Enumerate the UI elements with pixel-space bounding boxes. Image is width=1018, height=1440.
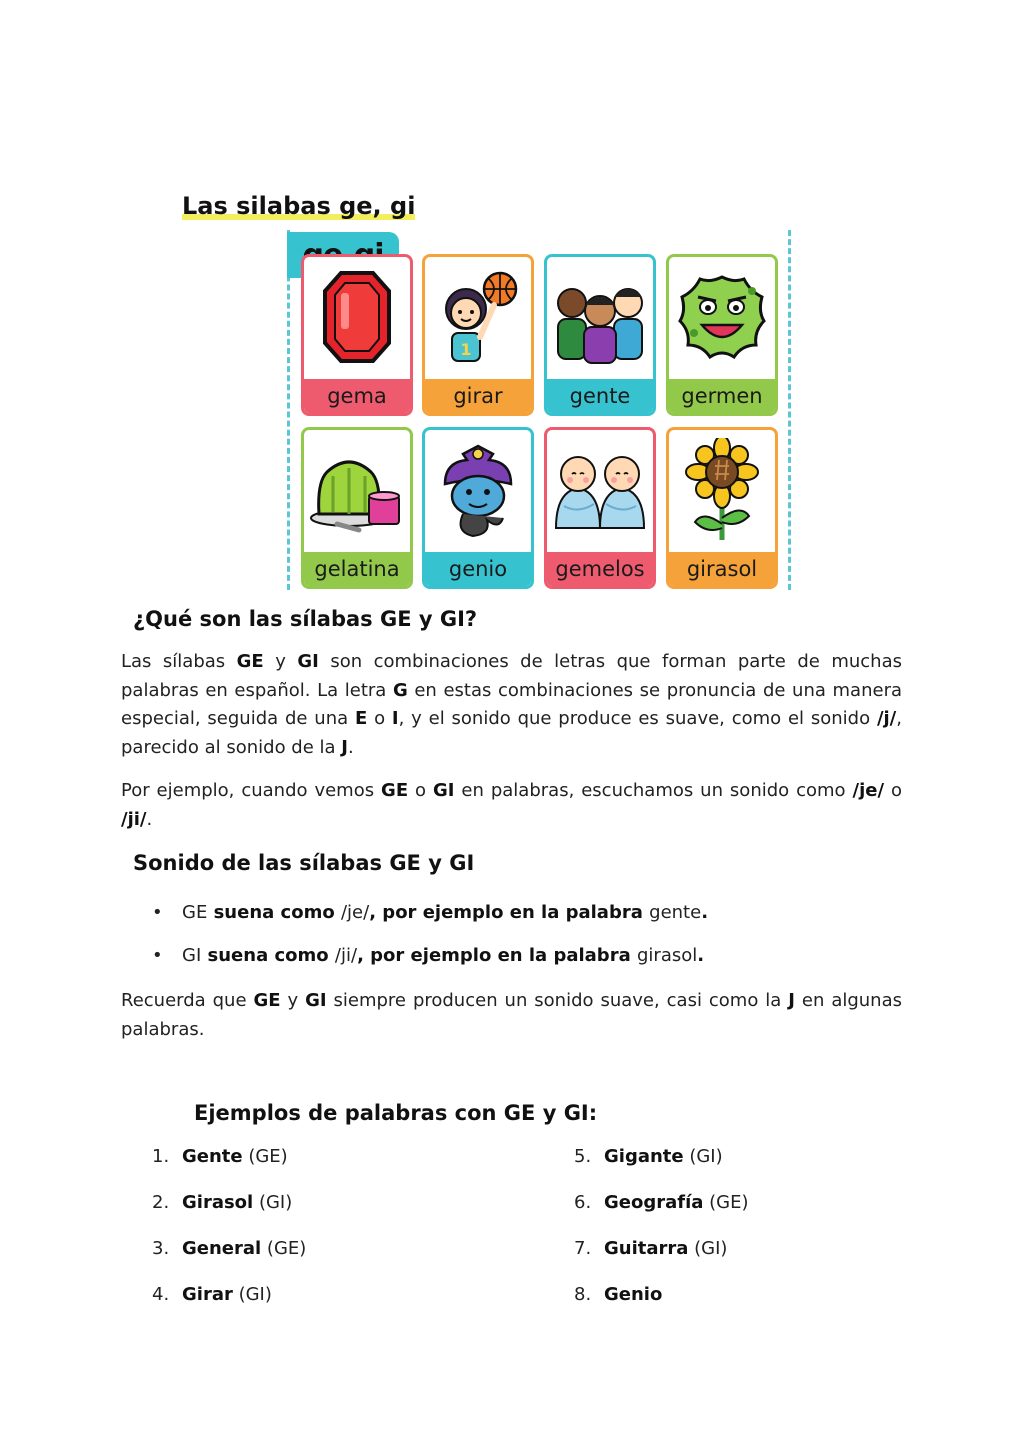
text-run: , y el sonido que produce es suave, como el sonido — [398, 708, 877, 729]
flashcard-panel — [287, 230, 791, 590]
paragraph-example — [121, 777, 902, 834]
item-number: 2. — [152, 1192, 170, 1213]
text-run: GI — [182, 945, 202, 966]
section-heading-que-son: ¿Qué son las sílabas GE y GI? — [133, 607, 478, 631]
item-word: Girar — [182, 1284, 233, 1305]
bullet-dot: • — [152, 945, 163, 966]
twins-image — [547, 430, 653, 550]
germ-image — [669, 257, 775, 377]
card-label: gelatina — [304, 552, 410, 586]
text-run: /je/ — [340, 902, 370, 923]
example-item — [152, 1146, 288, 1167]
text-run: , parecido al sonido de la — [121, 708, 902, 758]
item-number: 4. — [152, 1284, 170, 1305]
bold-term: G — [392, 679, 408, 701]
bullet-gi — [152, 945, 705, 966]
item-number: 1. — [152, 1146, 170, 1167]
item-tag: (GE) — [703, 1192, 749, 1213]
text-run: son combinaciones de letras que forman parte de muchas palabras en español. La letra — [121, 651, 902, 701]
girl-spinning-ball-image — [425, 257, 531, 377]
item-word: Geografía — [604, 1192, 704, 1213]
bold-term: suena como — [201, 945, 335, 966]
text-run: gente — [649, 902, 702, 923]
text-run: GE — [182, 902, 208, 923]
bold-term: suena como — [207, 902, 341, 923]
item-word: Gigante — [604, 1146, 684, 1167]
people-group-image — [547, 257, 653, 377]
item-word: Genio — [604, 1284, 663, 1305]
bold-term: /j/ — [876, 708, 897, 729]
card-gemelos — [544, 427, 656, 589]
bold-term: E — [354, 708, 368, 729]
text-run: girasol — [637, 945, 698, 966]
card-label: germen — [669, 379, 775, 413]
example-item — [152, 1284, 272, 1305]
bullet-ge — [152, 902, 709, 923]
bold-term: GI — [305, 990, 327, 1011]
text-run: y — [263, 651, 298, 672]
item-tag: (GE) — [261, 1238, 307, 1259]
genie-image — [425, 430, 531, 550]
bold-term: /je/ — [852, 780, 885, 801]
item-tag: (GI) — [683, 1146, 723, 1167]
item-tag: (GI) — [688, 1238, 728, 1259]
text-run: Las sílabas — [121, 651, 237, 672]
bold-term: , por ejemplo en la palabra — [369, 902, 650, 923]
example-item — [574, 1284, 662, 1305]
bold-term: J — [341, 736, 348, 758]
card-label: genio — [425, 552, 531, 586]
text-run: o — [408, 780, 434, 801]
text-run: . — [146, 808, 153, 830]
item-word: General — [182, 1238, 262, 1259]
page-title — [182, 192, 415, 220]
item-number: 7. — [574, 1238, 592, 1259]
item-word: Gente — [182, 1146, 243, 1167]
card-label: girasol — [669, 552, 775, 586]
bold-term: GE — [381, 780, 409, 801]
item-word: Guitarra — [604, 1238, 689, 1259]
text-run: Recuerda que — [121, 990, 254, 1011]
item-tag: (GI) — [253, 1192, 293, 1213]
text-run: y — [280, 990, 306, 1011]
gem-image — [304, 257, 410, 377]
section-heading-ejemplos: Ejemplos de palabras con GE y GI: — [194, 1101, 598, 1125]
text-run: o — [367, 708, 392, 729]
example-item — [574, 1238, 727, 1259]
bold-term: GI — [433, 780, 455, 801]
bold-term: , por ejemplo en la palabra — [357, 945, 637, 966]
section-heading-sonido: Sonido de las sílabas GE y GI — [133, 851, 475, 875]
bold-term: . — [701, 902, 709, 923]
bold-term: I — [391, 708, 399, 729]
text-run: /ji/ — [334, 945, 358, 966]
bullet-dot: • — [152, 902, 163, 923]
text-run: en estas combinaciones se pronuncia de una manera especial, seguida de una — [121, 679, 902, 729]
example-item — [574, 1192, 749, 1213]
bold-term: /ji/ — [121, 808, 147, 830]
bold-term: GE — [236, 651, 264, 672]
panel-dashed-edge-left — [287, 230, 290, 590]
bold-term: GE — [253, 990, 281, 1011]
gelatin-image — [304, 430, 410, 550]
item-tag: (GI) — [232, 1284, 272, 1305]
text-run: o — [884, 780, 902, 801]
card-gema — [301, 254, 413, 416]
bold-term: GI — [297, 651, 319, 672]
example-item — [574, 1146, 723, 1167]
page-title-text: Las silabas ge, gi — [182, 192, 416, 220]
text-run: en algunas palabras. — [121, 990, 903, 1040]
example-item — [152, 1192, 292, 1213]
panel-dashed-edge-right — [788, 230, 791, 590]
card-germen — [666, 254, 778, 416]
text-run: siempre producen un sonido suave, casi como la — [326, 990, 789, 1011]
item-number: 8. — [574, 1284, 592, 1305]
card-label: gema — [304, 379, 410, 413]
item-number: 3. — [152, 1238, 170, 1259]
card-girasol — [666, 427, 778, 589]
card-gente — [544, 254, 656, 416]
bold-term: J — [788, 990, 795, 1011]
item-tag: (GE) — [242, 1146, 288, 1167]
text-run: . — [347, 736, 354, 758]
item-word: Girasol — [182, 1192, 254, 1213]
sunflower-image — [669, 430, 775, 550]
example-item — [152, 1238, 306, 1259]
card-girar — [422, 254, 534, 416]
item-number: 5. — [574, 1146, 592, 1167]
item-number: 6. — [574, 1192, 592, 1213]
text-run: Por ejemplo, cuando vemos — [121, 780, 382, 801]
card-gelatina — [301, 427, 413, 589]
card-label: gemelos — [547, 552, 653, 586]
svg-text:1: 1 — [460, 340, 472, 359]
card-label: girar — [425, 379, 531, 413]
card-genio — [422, 427, 534, 589]
bold-term: . — [697, 945, 705, 966]
paragraph-definition — [121, 648, 902, 762]
card-label: gente — [547, 379, 653, 413]
paragraph-reminder — [121, 987, 902, 1044]
text-run: en palabras, escuchamos un sonido como — [454, 780, 853, 801]
